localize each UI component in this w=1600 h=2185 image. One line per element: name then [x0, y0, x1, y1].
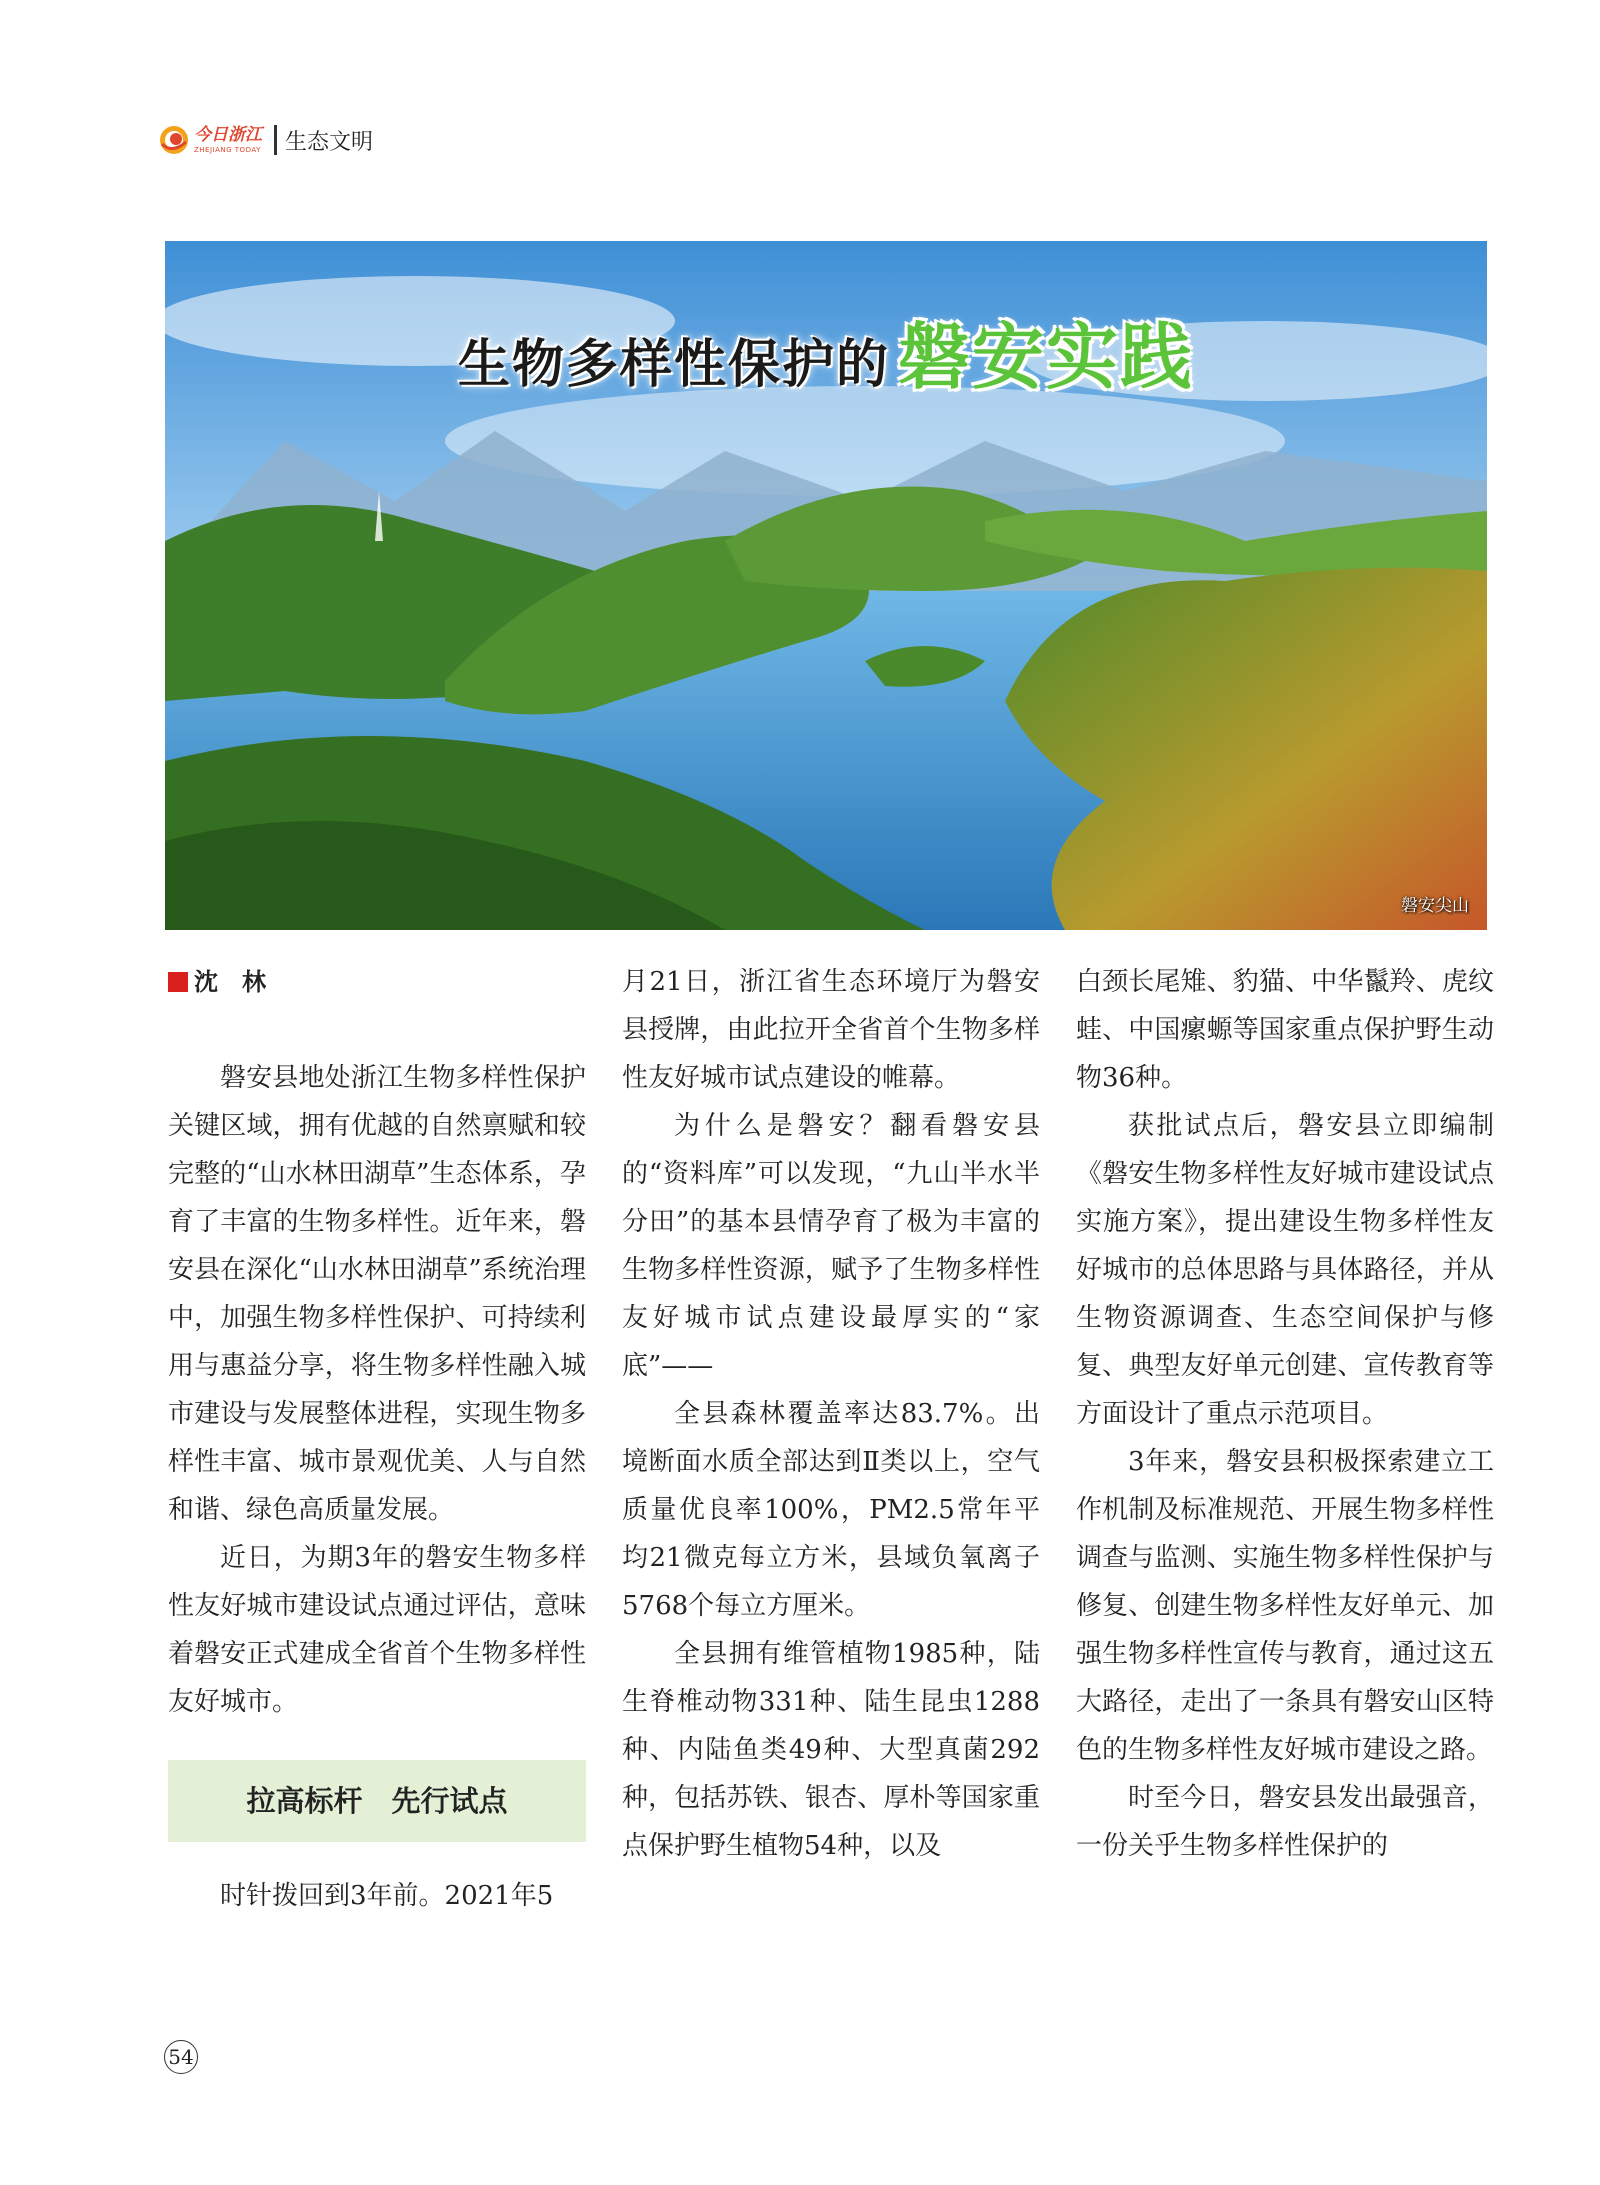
article-title [165, 299, 1487, 403]
title-highlight-text: 磐安实践 [898, 315, 1195, 399]
paragraph: 近日，为期3年的磐安生物多样性友好城市建设试点通过评估，意味着磐安正式建成全省首个生物多样性友好城市。 [168, 1543, 586, 1717]
hero-landscape-photo [165, 241, 1487, 930]
photo-caption: 磐安尖山 [1401, 896, 1469, 916]
section-subheading: 拉高标杆 先行试点 [168, 1760, 586, 1842]
section-name: 生态文明 [285, 129, 374, 155]
paragraph: 月21日，浙江省生态环境厅为磐安县授牌，由此拉开全省首个生物多样性友好城市试点建设的帷幕。 [622, 967, 1040, 1093]
paragraph: 时针拨回到3年前。2021年5 [220, 1881, 554, 1911]
title-main-text: 生物多样性保护的 [457, 335, 890, 395]
paragraph: 时至今日，磐安县发出最强音，一份关乎生物多样性保护的 [1076, 1783, 1494, 1861]
paragraph: 为什么是磐安？翻看磐安县的“资料库”可以发现，“九山半水半分田”的基本县情孕育了极为丰富的生物多样性资源，赋予了生物多样性友好城市试点建设最厚实的“家底”—— [622, 1111, 1040, 1381]
paragraph: 全县拥有维管植物1985种，陆生脊椎动物331种、陆生昆虫1288种、内陆鱼类49种、大型真菌292种，包括苏铁、银杏、厚朴等国家重点保护野生植物54种，以及 [622, 1639, 1040, 1861]
logo-swirl-icon [158, 124, 190, 156]
paragraph: 磐安县地处浙江生物多样性保护关键区域，拥有优越的自然禀赋和较完整的“山水林田湖草”生态体系，孕育了丰富的生物多样性。近年来，磐安县在深化“山水林田湖草”系统治理中，加强生物多样性保护、可持续利用与惠益分享，将生物多样性融入城市建设与发展整体进程，实现生物多样性丰富、城市景观优美、人与自然和谐、绿色高质量发展。 [168, 1063, 586, 1525]
magazine-logo [158, 124, 262, 156]
paragraph: 白颈长尾雉、豹猫、中华鬣羚、虎纹蛙、中国瘰螈等国家重点保护野生动物36种。 [1076, 967, 1494, 1093]
page-number: 54 [164, 2040, 198, 2074]
paragraph: 获批试点后，磐安县立即编制《磐安生物多样性友好城市建设试点实施方案》，提出建设生物多样性友好城市的总体思路与具体路径，并从生物资源调查、生态空间保护与修复、典型友好单元创建、宣传教育等方面设计了重点示范项目。 [1076, 1111, 1494, 1429]
logo-chinese-name: 今日浙江 [194, 124, 262, 145]
author-byline [168, 958, 586, 1006]
article-column-2 [622, 958, 1040, 1870]
logo-english-name: ZHEJIANG TODAY [194, 145, 261, 154]
article-column-3 [1076, 958, 1494, 1870]
header-divider [274, 125, 277, 155]
article-column-1 [168, 958, 586, 1920]
author-name: 沈 林 [194, 968, 266, 996]
paragraph: 全县森林覆盖率达83.7%。出境断面水质全部达到Ⅱ类以上，空气质量优良率100%，PM2.5常年平均21微克每立方米，县域负氧离子5768个每立方厘米。 [622, 1399, 1040, 1621]
paragraph: 3年来，磐安县积极探索建立工作机制及标准规范、开展生物多样性调查与监测、实施生物多样性保护与修复、创建生物多样性友好单元、加强生物多样性宣传与教育，通过这五大路径，走出了一条具有磐安山区特色的生物多样性友好城市建设之路。 [1076, 1447, 1494, 1765]
red-square-marker [168, 972, 188, 992]
page-header [158, 120, 373, 160]
